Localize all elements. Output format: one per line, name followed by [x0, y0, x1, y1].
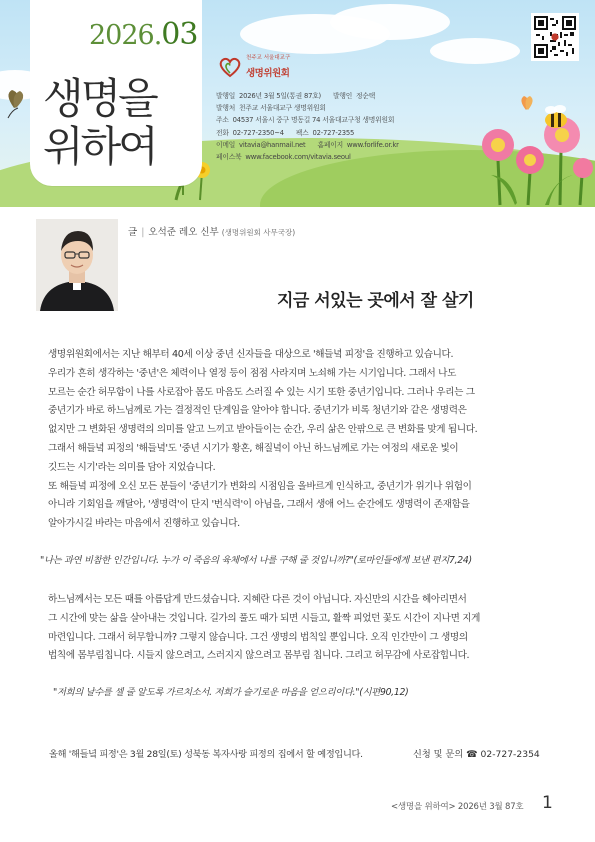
- published-value: 2026년 3월 5일(통권 87호): [239, 92, 322, 100]
- butterfly-illustration: [8, 90, 23, 118]
- issue-month: 03: [161, 17, 198, 52]
- published-label: 발행일: [216, 92, 236, 100]
- address-label: 주소: [216, 116, 229, 125]
- text-line: 하느님께서는 모든 때를 아름답게 만드셨습니다. 지혜란 다른 것이 아닙니다. 자신만의 시간을 헤아리면서: [48, 594, 467, 605]
- qr-code-icon[interactable]: [531, 13, 579, 61]
- page-number: 1: [542, 793, 553, 813]
- article-headline: 지금 서있는 곳에서 잘 살기: [277, 291, 474, 311]
- text-line: 마련입니다. 그래서 허무합니까? 그렇지 않습니다. 그건 생명의 법칙일 뿐입니다. 오직 인간만이 그 생명의: [48, 631, 468, 643]
- fax-value: 02-727-2355: [312, 128, 355, 137]
- email-label: 이메일: [216, 140, 236, 149]
- issuer-label: 발행처: [216, 104, 236, 113]
- email-link[interactable]: vitavia@hanmail.net: [239, 140, 306, 149]
- homepage-link[interactable]: www.forlife.or.kr: [346, 140, 399, 149]
- text-line: 또 해들녘 피정에 오신 모든 분들이 '중년기가 변화의 시점임을 올바르게 인식하고, 중년기가 위기나 위험이: [48, 480, 472, 492]
- bee-illustration: [545, 105, 567, 128]
- publication-info: [216, 90, 399, 163]
- text-line: 중년기가 바로 하느님께로 가는 결정적인 단계임을 알아야 합니다. 중년기가 비록 청년기와 같은 생명력은: [48, 405, 467, 417]
- contact-label: 신청 및 문의: [413, 749, 464, 760]
- heart-logo-icon: [218, 56, 242, 78]
- retreat-notice: 올해 '해들녘 피정'은 3월 28일(토) 성북동 복자사랑 피정의 집에서 할 예정입니다.: [49, 749, 363, 760]
- text-line: 알아가시길 바라는 마음에서 진행하고 있습니다.: [48, 518, 240, 530]
- publisher-value: 정순택: [356, 92, 376, 100]
- publisher-label: 발행인: [332, 92, 353, 100]
- organization-logo: [218, 56, 290, 79]
- text-line: 그래서 해들녘 피정의 '해들녘'도 '중년 시기가 황혼, 해질녘이 아닌 하느님께로 가는 여정의 새로운 빛이: [48, 442, 459, 454]
- article-paragraph-2: [48, 591, 554, 666]
- header-banner: [0, 0, 595, 207]
- byline-prefix: 글: [128, 227, 138, 238]
- text-line: 생명위원회에서는 지난 해부터 40세 이상 중년 신자들을 대상으로 '해들녘 피정'을 진행하고 있습니다.: [48, 349, 454, 360]
- phone-label: 전화: [216, 128, 229, 137]
- scripture-quote-romans: "나는 과연 비참한 인간입니다. 누가 이 죽음의 육체에서 나를 구해 줄 것입니까?"(로마인들에게 보낸 편지7,24): [40, 555, 472, 566]
- author-byline: 글 | 오석준 레오 신부 (생명위원회 사무국장): [128, 227, 296, 238]
- masthead-title-line1: 생명을: [43, 74, 156, 123]
- issuer-value: 천주교 서울대교구 생명위원회: [239, 104, 326, 113]
- article-paragraph-1: [48, 346, 554, 534]
- text-line: 그 시간에 맞는 삶을 살아내는 것입니다. 길가의 풀도 때가 되면 시들고, 활짝 피었던 꽃도 시간이 지나면 지게: [48, 612, 481, 624]
- text-line: 깃드는 시기'라는 의미를 담아 지었습니다.: [48, 461, 216, 473]
- masthead-title-line2: 위하여: [43, 122, 156, 171]
- contact-info: [413, 746, 540, 760]
- author-photo: [36, 219, 118, 311]
- text-line: 없지만 그 변화된 생명력의 의미를 알고 느끼고 받아들이는 순간, 우리 삶은 안팎으로 큰 변화를 맞게 됩니다.: [48, 424, 478, 436]
- issue-year: 2026.: [89, 20, 162, 51]
- facebook-label: 페이스북: [216, 153, 242, 162]
- flower-illustration: [482, 117, 593, 205]
- text-line: 법칙에 몸부림칩니다. 시들지 않으려고, 스러지지 않으려고 몸부림 칩니다. 그리고 허무감에 사로잡힙니다.: [48, 650, 470, 662]
- issue-number: [89, 17, 197, 52]
- organization-name: 생명위원회: [246, 67, 290, 79]
- phone-icon: ☎: [466, 749, 478, 760]
- homepage-label: 홈페이지: [317, 140, 343, 149]
- phone-value: 02-727-2350~4: [232, 128, 284, 137]
- fax-label: 팩스: [295, 128, 309, 137]
- author-name: 오석준 레오 신부: [148, 227, 219, 238]
- text-line: 모르는 순간 허무함이 나를 사로잡아 몸도 마음도 스러질 수 있는 시기 또한 중년기입니다. 그러나 우리는 그: [48, 386, 475, 398]
- footer-publication: <생명을 위하여> 2026년 3월 87호: [391, 802, 524, 812]
- text-line: 아니라 기회임을 깨달아, '생명력'이 단지 '번식력'이 아님을, 그래서 생애 어느 순간에도 생명력이 존재함을: [48, 499, 470, 511]
- author-role: (생명위원회 사무국장): [221, 228, 296, 237]
- address-value: 04537 서울시 중구 명동길 74 서울대교구청 생명위원회: [232, 116, 395, 125]
- scripture-quote-psalm: "저희의 날수를 셀 줄 알도록 가르치소서. 저희가 슬기로운 마음을 얻으리이다."(시편90,12): [53, 687, 409, 698]
- text-line: 우리가 흔히 생각하는 '중년'은 체력이나 열정 등이 점점 사라지며 노쇠해 가는 시기입니다. 그래서 나도: [48, 367, 456, 379]
- facebook-link[interactable]: www.facebook.com/vitavia.seoul: [245, 153, 351, 162]
- contact-phone[interactable]: 02-727-2354: [480, 749, 540, 760]
- butterfly-illustration: [521, 96, 532, 110]
- organization-subtitle: 천주교 서울대교구: [246, 55, 291, 61]
